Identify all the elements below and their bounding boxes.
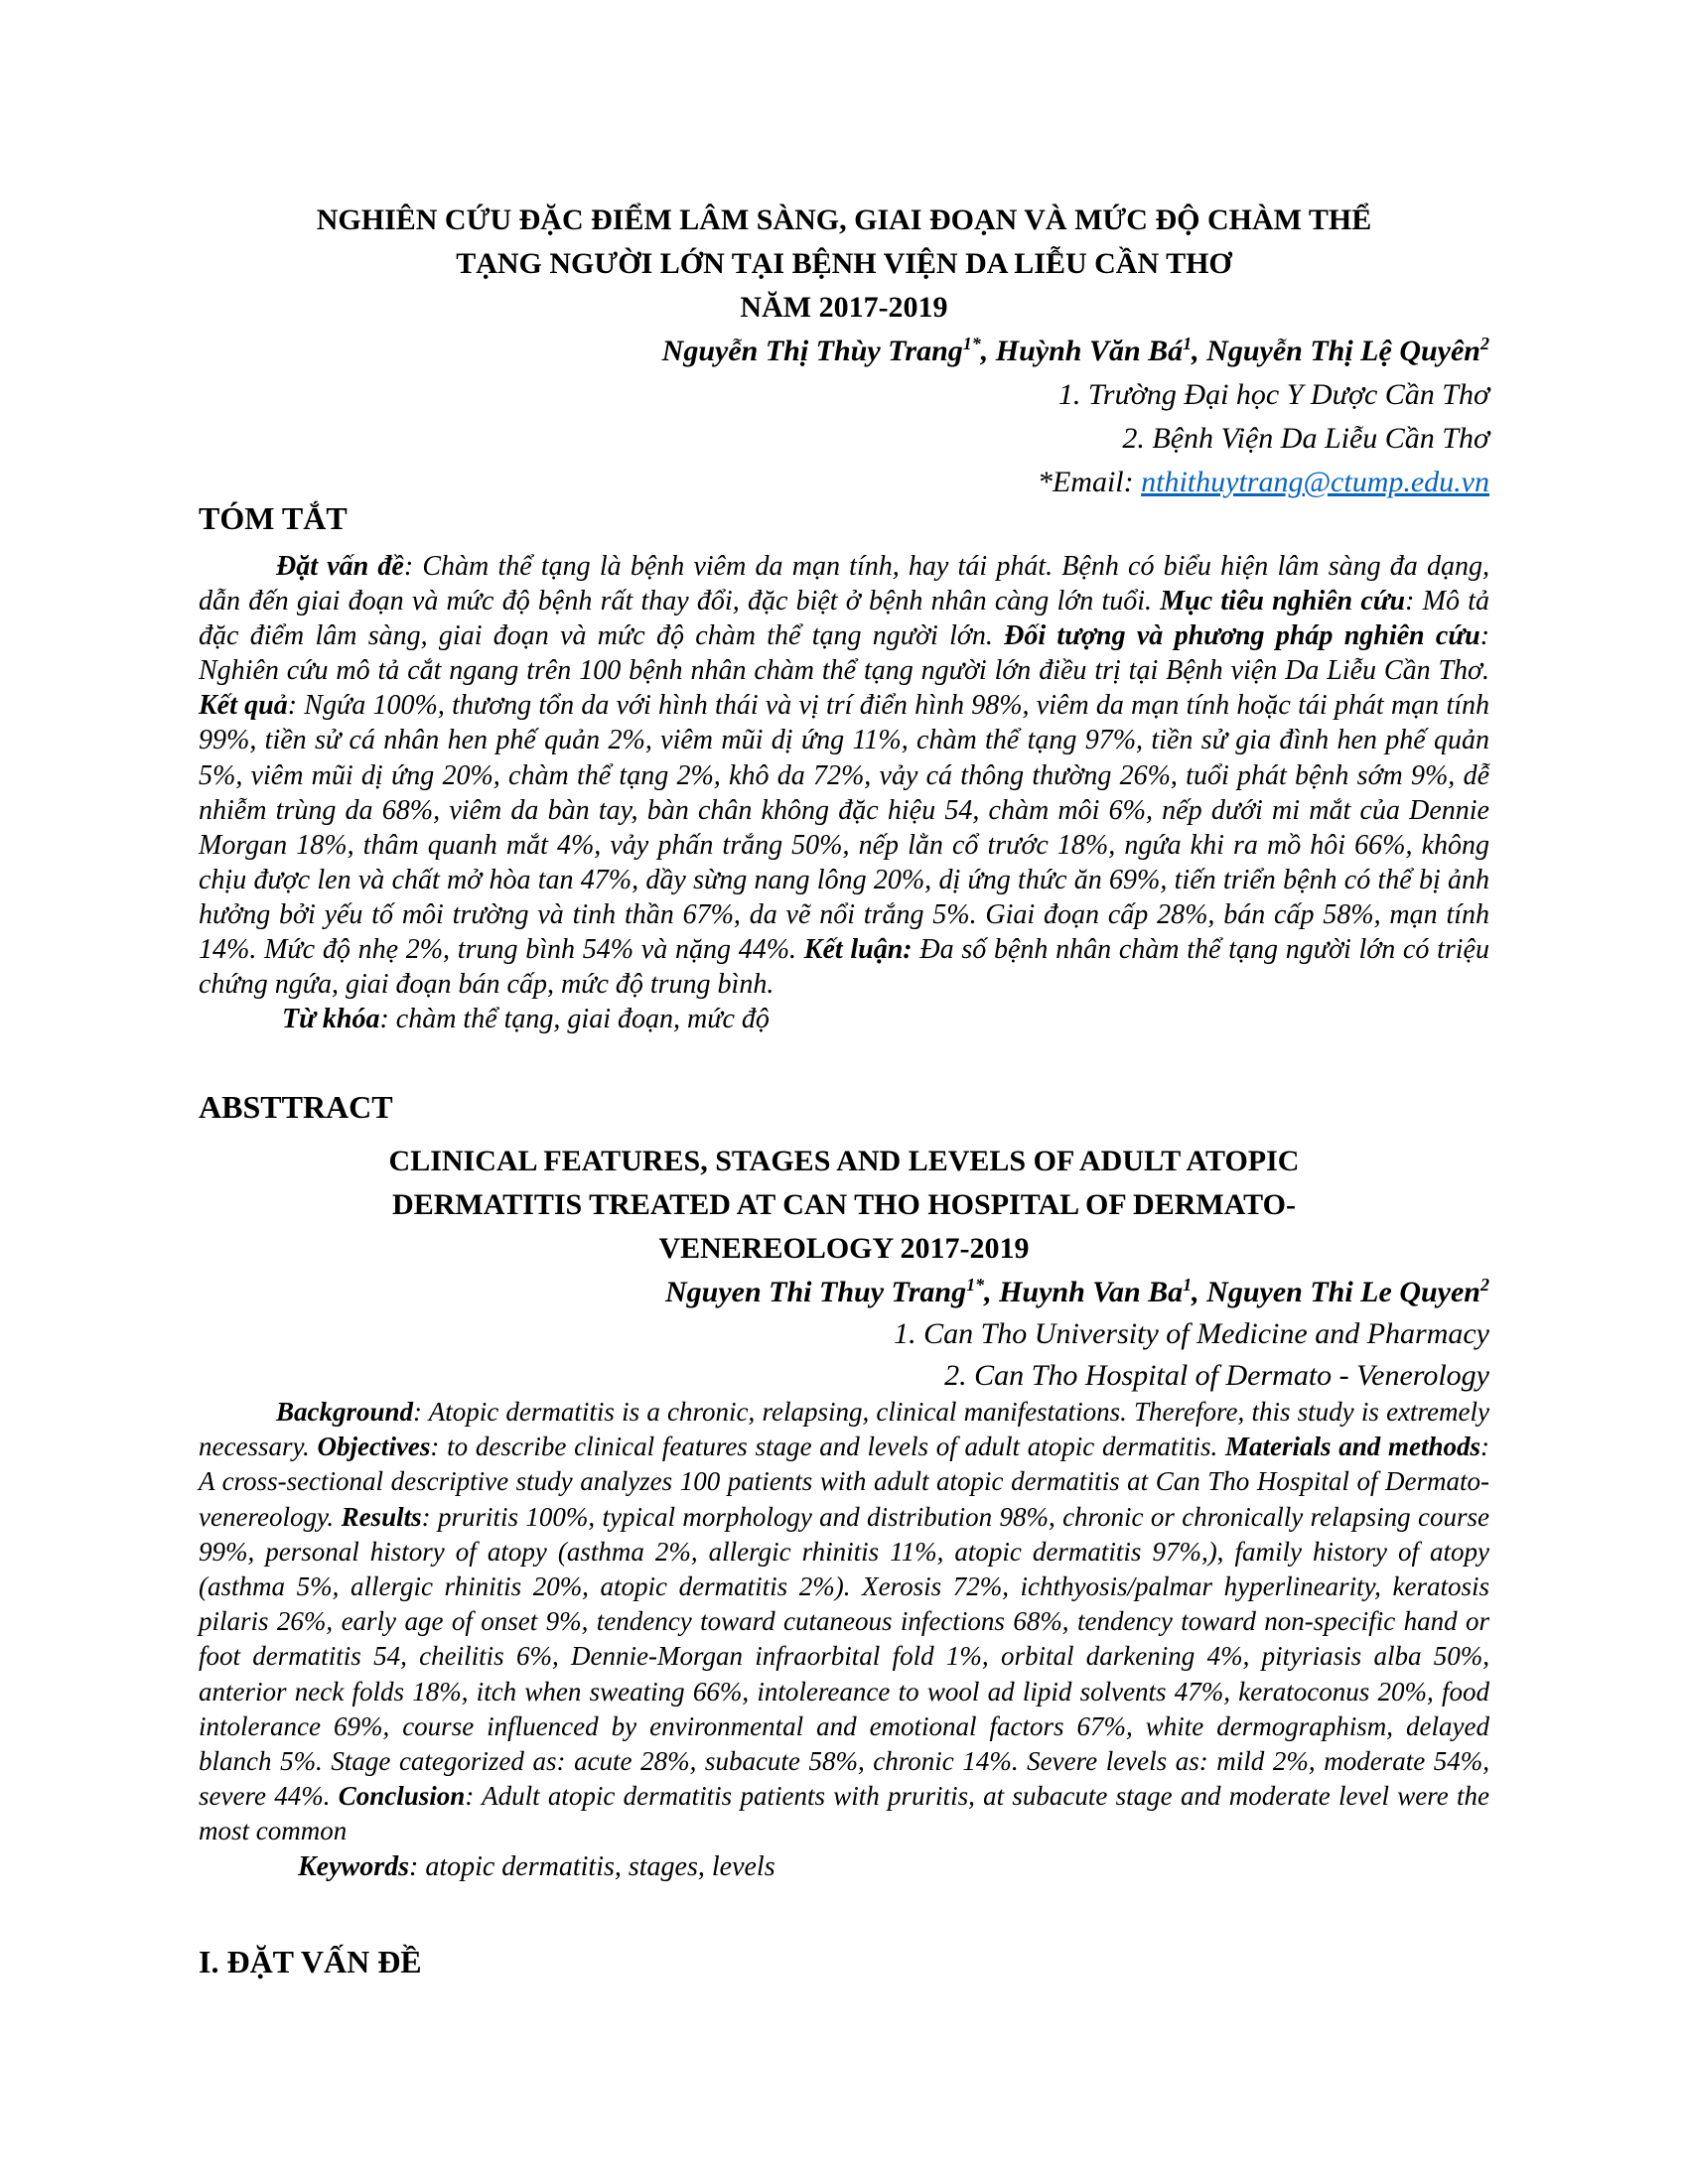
abstract-paragraph: [199, 1395, 1489, 1849]
author-superscript: 1: [1183, 334, 1193, 353]
abstract-body: [199, 1395, 1489, 1884]
conclusion-label: Kết luận:: [803, 934, 913, 966]
objectives-label: Mục tiêu nghiên cứu: [1160, 586, 1406, 617]
paper-title-vietnamese: [199, 199, 1489, 330]
paper-title-english: [199, 1140, 1489, 1271]
keywords-text: : chàm thể tạng, giai đoạn, mức độ: [379, 1004, 770, 1035]
title-line: VENEREOLOGY 2017-2019: [658, 1232, 1030, 1265]
conclusion-text: : Adult atopic dermatitis patients with pruritis, at subacute stage and moderate level were the most common: [199, 1781, 1489, 1846]
author-superscript: 1*: [962, 334, 981, 353]
section-heading: I. ĐẶT VẤN ĐỀ: [199, 1944, 422, 1979]
conclusion-text: Đa số bệnh nhân chàm thể tạng người lớn có triệu chứng ngứa, giai đoạn bán cấp, mức độ trung bình.: [199, 934, 1489, 1001]
results-label: Kết quả: [199, 690, 288, 722]
affiliation-line: 2. Can Tho Hospital of Dermato - Venerology: [944, 1359, 1489, 1392]
methods-text: : A cross-sectional descriptive study analyzes 100 patients with adult atopic dermatitis at Can Tho Hospital of Dermato-venereology.: [199, 1432, 1489, 1532]
affiliation-line: 1. Can Tho University of Medicine and Pharmacy: [894, 1317, 1489, 1350]
title-line: TẠNG NGƯỜI LỚN TẠI BỆNH VIỆN DA LIỄU CẦN THƠ: [456, 247, 1232, 280]
results-text: : Ngứa 100%, thương tổn da với hình thái và vị trí điển hình 98%, viêm da mạn tính hoặc tái phát mạn tính 99%, tiền sử cá nhân hen phế quản 2%, viêm mũi dị ứng 11%, chàm thể tạng 97%, tiền sử gia đình hen phế quản 5%, viêm mũi dị ứng 20%, chàm thể tạng 2%, khô da 72%, vảy cá thông thường 26%, tuổi phát bệnh sớm 9%, dễ nhiễm trùng da 68%, viêm da bàn tay, bàn chân không đặc hiệu 54, chàm môi 6%, nếp dưới mi mắt của Dennie Morgan 18%, thâm quanh mắt 4%, vảy phấn trắng 50%, nếp lằn cổ trước 18%, ngứa khi ra mồ hôi 66%, không chịu được len và chất mở hòa tan 47%, dầy sừng nang lông 20%, dị ứng thức ăn 69%, tiến triển bệnh có thể bị ảnh hưởng bởi yếu tố môi trường và tinh thần 67%, da vẽ nổi trắng 5%. Giai đoạn cấp 28%, bán cấp 58%, mạn tính 14%. Mức độ nhẹ 2%, trung bình 54% và nặng 44%.: [199, 690, 1489, 966]
objectives-text: : Mô tả đặc điểm lâm sàng, giai đoạn và mức độ chàm thể tạng người lớn.: [199, 586, 1489, 652]
title-line: NGHIÊN CỨU ĐẶC ĐIỂM LÂM SÀNG, GIAI ĐOẠN VÀ MỨC ĐỘ CHÀM THỂ: [316, 204, 1372, 236]
abstract-heading: ABSTTRACT: [199, 1089, 393, 1125]
author-superscript: 2: [1480, 1275, 1489, 1295]
email-link[interactable]: nthithuytrang@ctump.edu.vn: [1141, 466, 1489, 498]
title-line: CLINICAL FEATURES, STAGES AND LEVELS OF ADULT ATOPIC: [388, 1145, 1300, 1177]
author-name: Nguyễn Thị Lệ Quyên: [1206, 335, 1480, 367]
methods-label: Materials and methods: [1224, 1432, 1480, 1462]
conclusion-label: Conclusion: [338, 1781, 466, 1812]
methods-text: : Nghiên cứu mô tả cắt ngang trên 100 bệnh nhân chàm thể tạng người lớn điều trị tại Bệnh viện Da Liễu Cần Thơ.: [199, 620, 1490, 687]
author-superscript: 1: [1183, 1275, 1193, 1295]
title-line: DERMATITIS TREATED AT CAN THO HOSPITAL OF DERMATO-: [392, 1188, 1296, 1221]
corresponding-email: [1038, 461, 1489, 504]
summary-body: [199, 549, 1489, 1036]
objectives-label: Objectives: [317, 1432, 431, 1462]
title-line: NĂM 2017-2019: [740, 291, 948, 324]
keywords-line: [199, 1849, 1489, 1884]
keywords-text: : atopic dermatitis, stages, levels: [409, 1850, 775, 1882]
author-name: Huynh Van Ba: [999, 1276, 1184, 1308]
affiliation-line: 2. Bệnh Viện Da Liễu Cần Thơ: [1122, 422, 1489, 455]
keywords-line: [199, 1002, 1489, 1036]
results-text: : pruritis 100%, typical morphology and distribution 98%, chronic or chronically relapsing course 99%, personal history of atopy (asthma 2%, allergic rhinitis 11%, atopic dermatitis 97%,), family history of atopy (asthma 5%, allergic rhinitis 20%, atopic dermatitis 2%). Xerosis 72%, ichthyosis/palmar hyperlinearity, keratosis pilaris 26%, early age of onset 9%, tendency toward cutaneous infections 68%, tendency toward non-specific hand or foot dermatitis 54, cheilitis 6%, Dennie-Morgan infraorbital fold 1%, orbital darkening 4%, pityriasis alba 50%, anterior neck folds 18%, itch when sweating 66%, intolereance to wool ad lipid solvents 47%, keratoconus 20%, food intolerance 69%, course influenced by environmental and emotional factors 67%, white dermographism, delayed blanch 5%. Stage categorized as: acute 28%, subacute 58%, chronic 14%. Severe levels as: mild 2%, moderate 54%, severe 44%.: [199, 1501, 1489, 1812]
authors-english: Nguyen Thi Thuy Trang$^{1*}$, Huynh Van Ba$^1$, Nguyen Thi Le Quyen$^2$: [664, 1275, 1489, 1308]
author-name: Nguyễn Thị Thùy Trang: [661, 335, 963, 367]
author-superscript: 2: [1480, 334, 1489, 353]
author-name: Nguyen Thi Thuy Trang: [664, 1276, 967, 1308]
methods-label: Đối tượng và phương pháp nghiên cứu: [1004, 620, 1480, 652]
author-name: Nguyen Thi Le Quyen: [1206, 1276, 1480, 1308]
objectives-text: : to describe clinical features stage and levels of adult atopic dermatitis.: [430, 1432, 1225, 1462]
summary-heading: TÓM TẮT: [199, 500, 348, 536]
author-superscript: 1*: [966, 1275, 985, 1295]
affiliation-line: 1. Trường Đại học Y Dược Cần Thơ: [1057, 378, 1489, 411]
background-text: : Chàm thể tạng là bệnh viêm da mạn tính, hay tái phát. Bệnh có biểu hiện lâm sàng đa dạng, dẫn đến giai đoạn và mức độ bệnh rất thay đổi, đặc biệt ở bệnh nhân càng lớn tuổi.: [199, 551, 1489, 617]
background-text: : Atopic dermatitis is a chronic, relapsing, clinical manifestations. Therefore, this study is extremely necessary.: [199, 1397, 1489, 1462]
authors-vietnamese: Nguyễn Thị Thùy Trang$^{1*}$, Huỳnh Văn $Bá^1$, Nguyễn Thị Lệ Quyên$^2$: [661, 334, 1489, 367]
summary-paragraph: [199, 549, 1489, 1002]
keywords-label: Keywords: [298, 1850, 409, 1882]
author-name: Huỳnh Văn Bá: [995, 335, 1184, 367]
email-label: *Email:: [1037, 466, 1142, 498]
background-label: Background: [276, 1397, 414, 1427]
background-label: Đặt vấn đề: [276, 551, 404, 582]
keywords-label: Từ khóa: [282, 1004, 380, 1035]
results-label: Results: [341, 1501, 422, 1532]
